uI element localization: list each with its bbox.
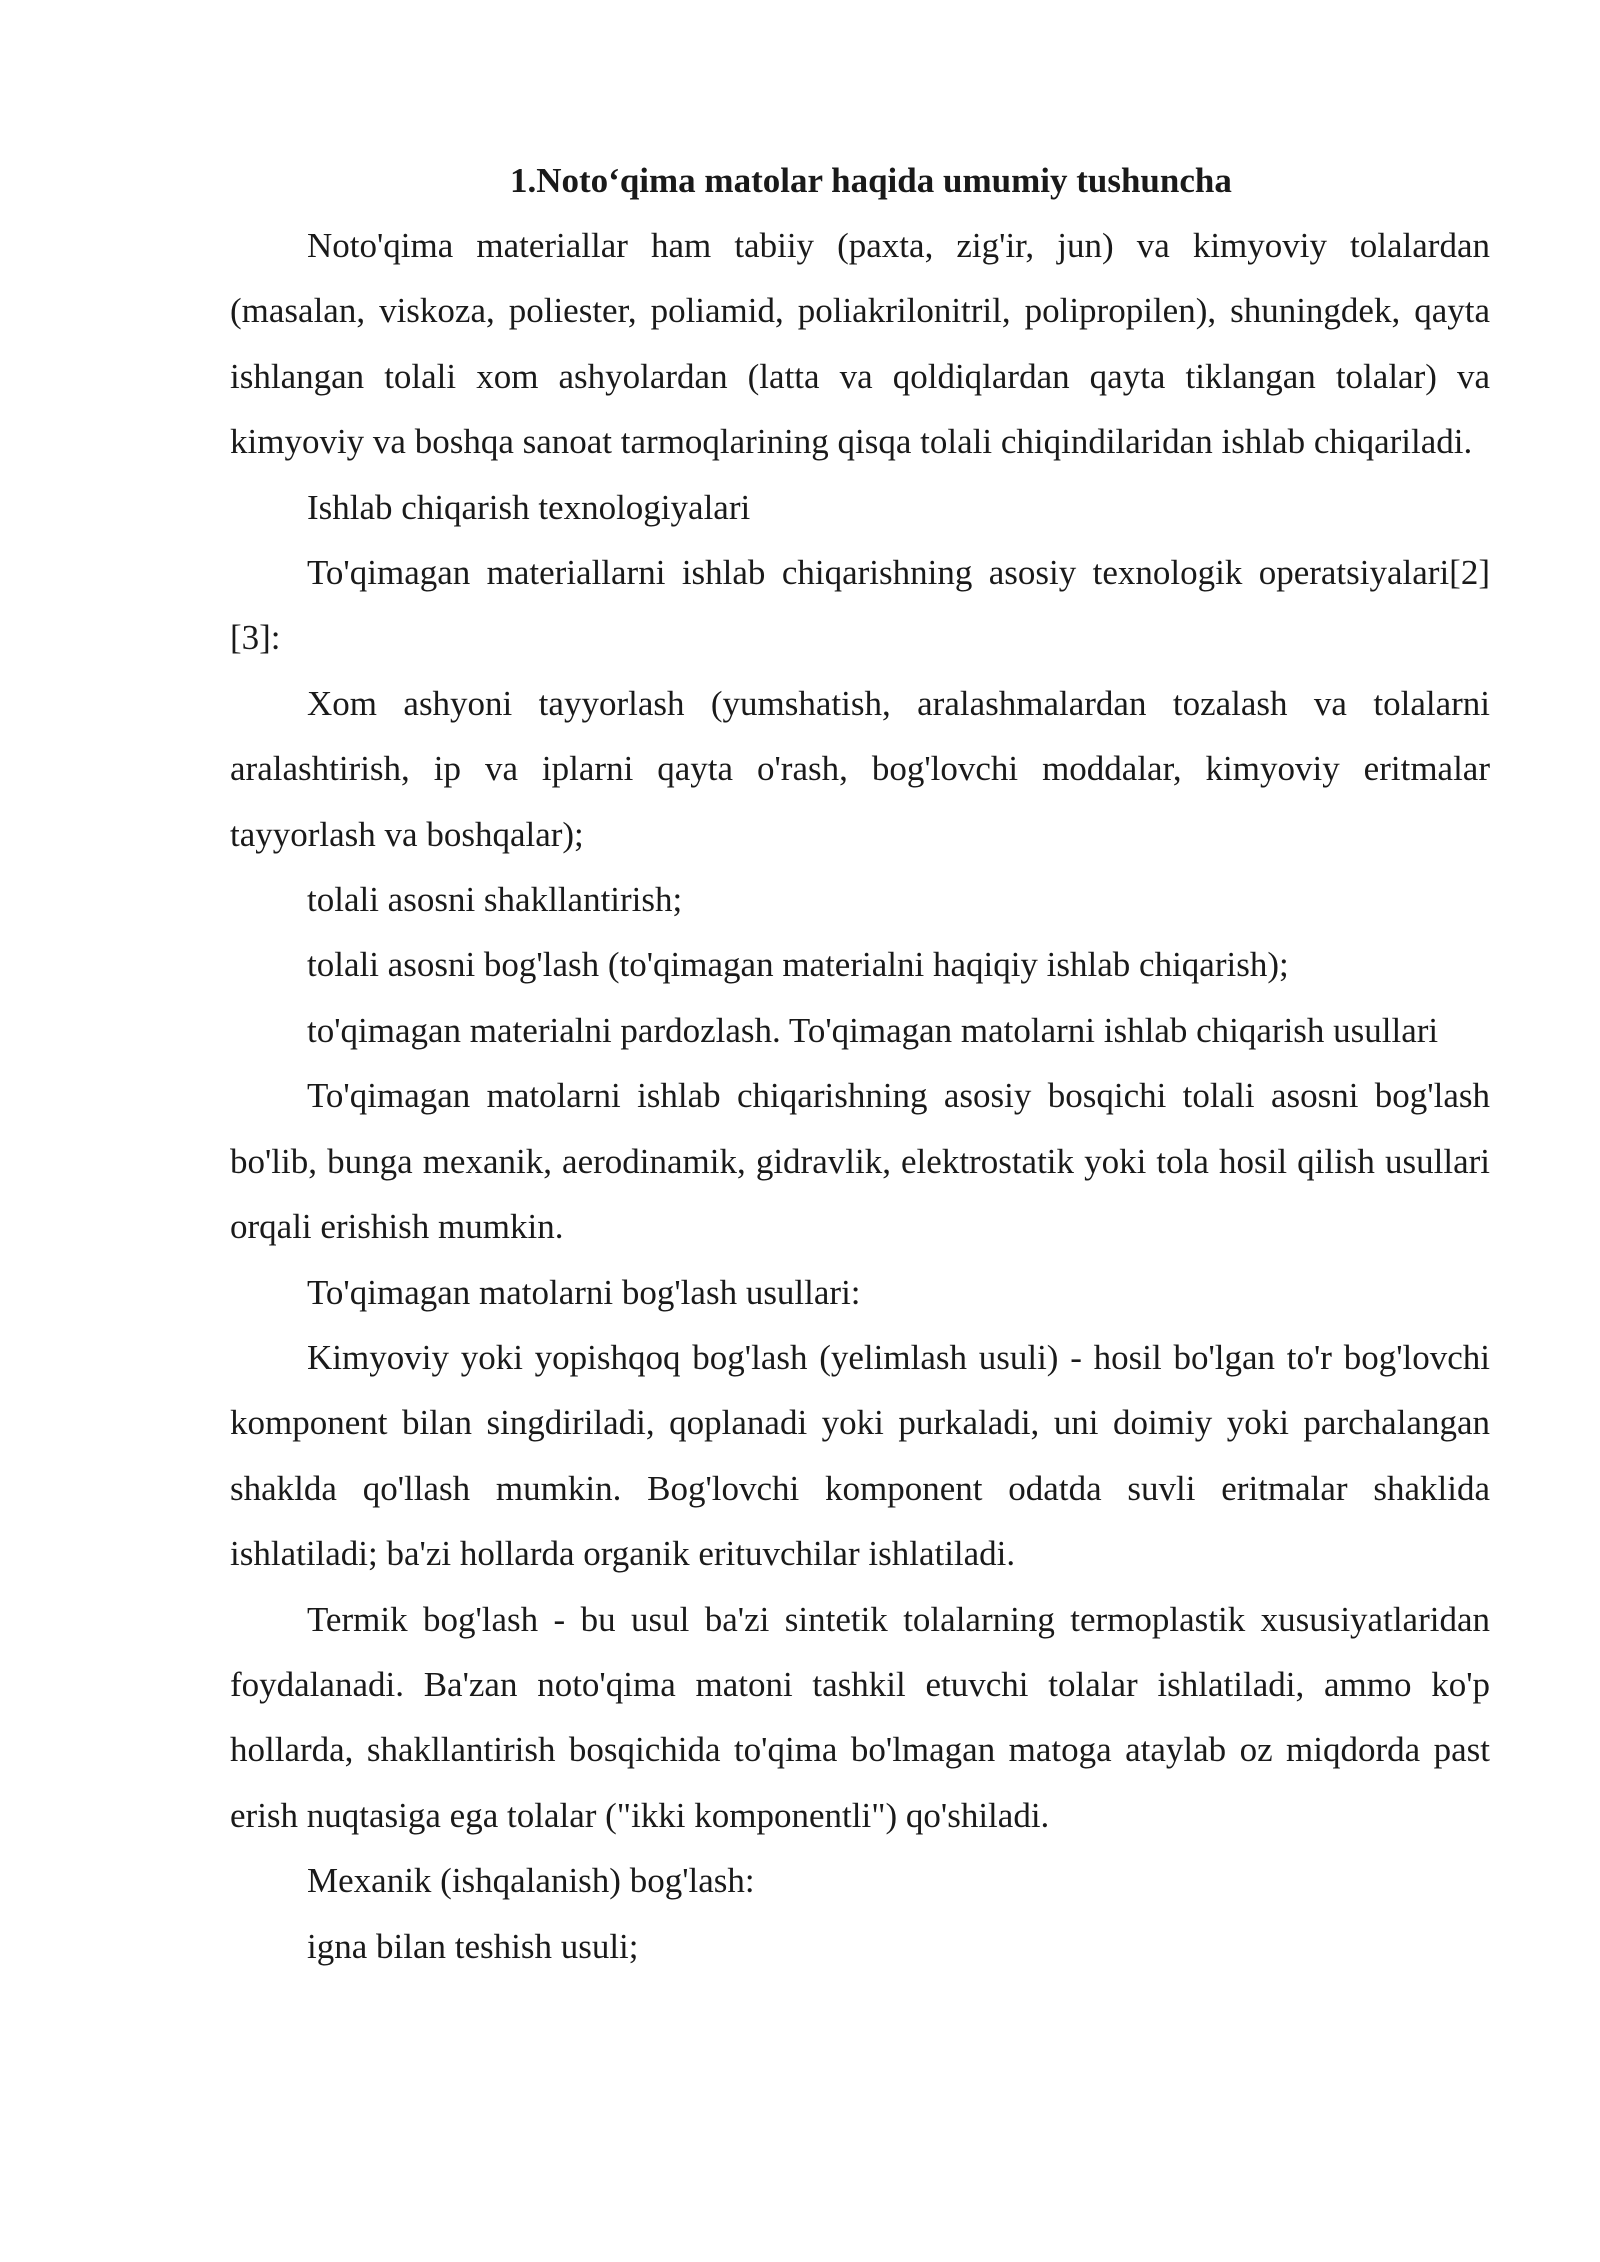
paragraph-chemical-bonding: Kimyoviy yoki yopishqoq bog'lash (yelimlash usuli) - hosil bo'lgan to'r bog'lovchi komponent bilan singdiriladi, qoplanadi yoki purkaladi, uni doimiy yoki parchalangan shaklda qo'llash mumkin. Bog'lovchi komponent odatda suvli eritmalar shaklida ishlatiladi; ba'zi hollarda organik erituvchilar ishlatiladi. <box>230 1337 1490 1574</box>
paragraph-operations: To'qimagan materiallarni ishlab chiqarishning asosiy texnologik operatsiyalari[2][3]: <box>230 553 1490 658</box>
paragraph-needle-punching: igna bilan teshish usuli; <box>307 1926 639 1966</box>
paragraph-main-stage: To'qimagan matolarni ishlab chiqarishning asosiy bosqichi tolali asosni bog'lash bo'lib, bunga mexanik, aerodinamik, gidravlik, elektrostatik yoki tola hosil qilish usullari orqali erishish mumkin. <box>230 1076 1490 1247</box>
paragraph-mechanical-bonding: Mexanik (ishqalanish) bog'lash: <box>307 1861 755 1901</box>
paragraph-subheading-technologies: Ishlab chiqarish texnologiyalari <box>307 487 751 527</box>
document-body <box>230 148 1490 1979</box>
paragraph-finishing: to'qimagan materialni pardozlash. To'qimagan matolarni ishlab chiqarish usullari <box>307 1010 1439 1050</box>
paragraph-raw-material: Xom ashyoni tayyorlash (yumshatish, aralashmalardan tozalash va tolalarni aralashtirish, ip va iplarni qayta o'rash, bog'lovchi moddalar, kimyoviy eritmalar tayyorlash va boshqalar); <box>230 683 1490 854</box>
paragraph-bonding-methods: To'qimagan matolarni bog'lash usullari: <box>307 1272 861 1312</box>
paragraph-forming: tolali asosni shakllantirish; <box>307 880 683 920</box>
paragraph-bonding: tolali asosni bog'lash (to'qimagan materialni haqiqiy ishlab chiqarish); <box>307 945 1289 985</box>
section-title: 1.Noto‘qima matolar haqida umumiy tushuncha <box>510 161 1232 200</box>
paragraph-thermal-bonding: Termik bog'lash - bu usul ba'zi sintetik tolalarning termoplastik xususiyatlaridan foydalanadi. Ba'zan noto'qima matoni tashkil etuvchi tolalar ishlatiladi, ammo ko'p hollarda, shakllantirish bosqichida to'qima bo'lmagan matoga ataylab oz miqdorda past erish nuqtasiga ega tolalar ("ikki komponentli") qo'shiladi. <box>230 1599 1490 1835</box>
paragraph-intro: Noto'qima materiallar ham tabiiy (paxta, zig'ir, jun) va kimyoviy tolalardan (masalan, viskoza, poliester, poliamid, poliakrilonitril, polipropilen), shuningdek, qayta ishlangan tolali xom ashyolardan (latta va qoldiqlardan qayta tiklangan tolalar) va kimyoviy va boshqa sanoat tarmoqlarining qisqa tolali chiqindilaridan ishlab chiqariladi. <box>230 226 1490 462</box>
